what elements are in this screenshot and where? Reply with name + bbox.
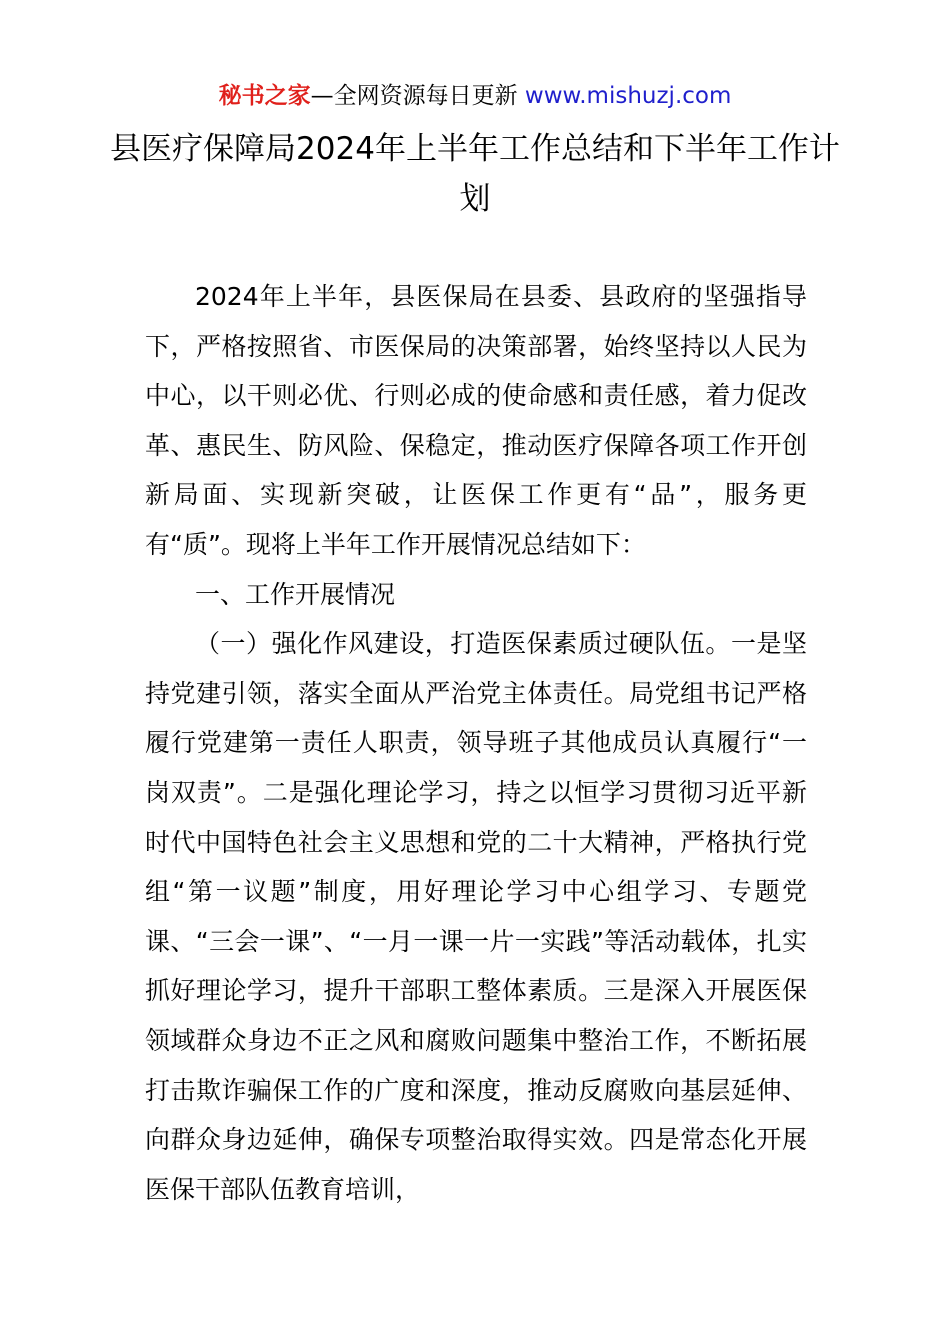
site-name: 秘书之家 — [218, 83, 311, 109]
site-url[interactable]: www.mishuzj.com — [524, 83, 732, 109]
section-heading: 一、工作开展情况 — [195, 579, 396, 609]
intro-paragraph: 2024年上半年，县医保局在县委、县政府的坚强指导下，严格按照省、市医保局的决策部署，始终坚持以人民为中心，以干则必优、行则必成的使命感和责任感，着力促改革、惠民生、防风险、保稳定，推动医疗保障各项工作开创新局面、实现新突破，让医保工作更有“品”，服务更有“质”。现将上半年工作开展情况总结如下： — [145, 282, 807, 559]
document-title: 县医疗保障局2024年上半年工作总结和下半年工作计划 — [110, 131, 840, 217]
body-paragraph: （一）强化作风建设，打造医保素质过硬队伍。一是坚持党建引领，落实全面从严治党主体责任。局党组书记严格履行党建第一责任人职责，领导班子其他成员认真履行“一岗双责”。二是强化理论学习，持之以恒学习贯彻习近平新时代中国特色社会主义思想和党的二十大精神，严格执行党组“第一议题”制度，用好理论学习中心组学习、专题党课、“三会一课”、“一月一课一片一实践”等活动载体，扎实抓好理论学习，提升干部职工整体素质。三是深入开展医保领域群众身边不正之风和腐败问题集中整治工作，不断拓展打击欺诈骗保工作的广度和深度，推动反腐败向基层延伸、向群众身边延伸，确保专项整治取得实效。四是常态化开展医保干部队伍教育培训， — [145, 629, 807, 1204]
site-header — [0, 80, 950, 112]
document-body — [145, 272, 807, 1214]
site-tagline: —全网资源每日更新 — [310, 83, 518, 109]
